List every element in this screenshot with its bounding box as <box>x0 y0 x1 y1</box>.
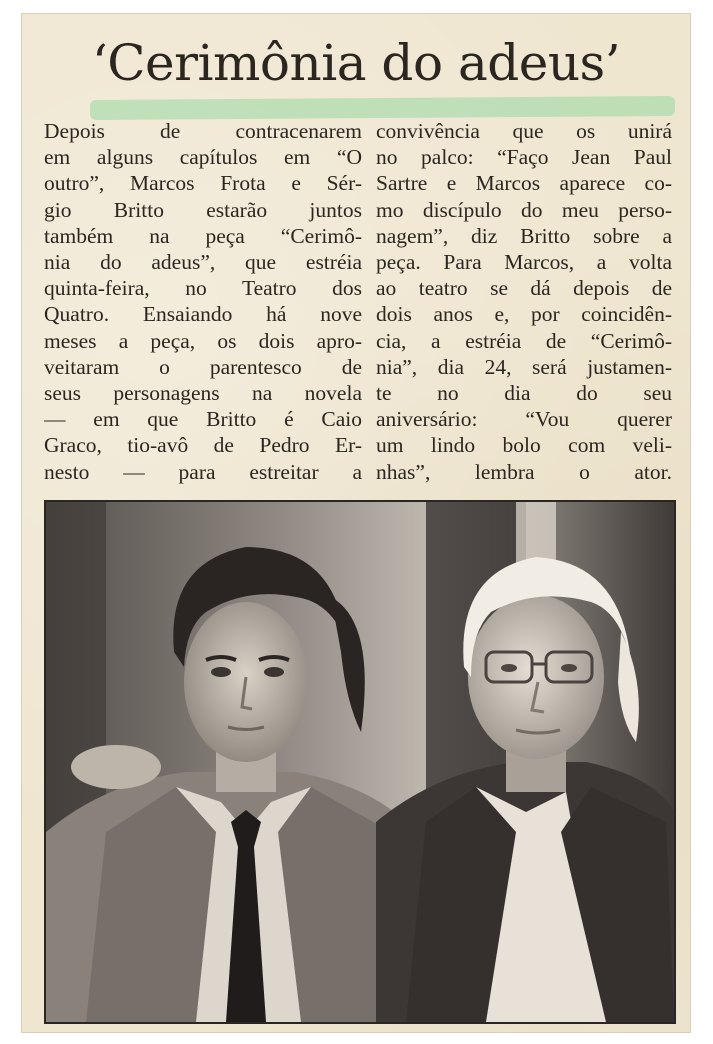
text-line: também na peça “Cerimô- <box>44 223 362 248</box>
article-right-column <box>376 118 672 485</box>
article-left-column <box>44 118 362 485</box>
text-line: outro”, Marcos Frota e Sér- <box>44 171 362 196</box>
text-line: — em que Britto é Caio <box>44 407 362 432</box>
text-line: Depois de contracenarem <box>44 119 362 143</box>
text-line: nia”, dia 24, será justamen- <box>376 354 672 379</box>
text-line: seus personagens na novela <box>44 381 362 406</box>
photo <box>44 500 676 1024</box>
text-line: quinta-feira, no Teatro dos <box>44 276 362 301</box>
text-line: nia do adeus”, que estréia <box>44 250 362 275</box>
text-line: gio Britto estarão juntos <box>44 197 362 222</box>
text-line: nhas”, lembra o ator. <box>376 459 672 484</box>
text-line: aniversário: “Vou querer <box>376 407 672 432</box>
highlighter-mark <box>90 96 675 120</box>
text-line: te no dia do seu <box>376 381 672 406</box>
text-line: peça. Para Marcos, a volta <box>376 250 672 275</box>
text-line: Quatro. Ensaiando há nove <box>44 302 362 327</box>
text-line: mo discípulo do meu perso- <box>376 197 672 222</box>
text-line: veitaram o parentesco de <box>44 354 362 379</box>
text-line: dois anos e, por coincidên- <box>376 302 672 327</box>
text-line: meses a peça, os dois apro- <box>44 328 362 353</box>
text-line: em alguns capítulos em “O <box>44 145 362 170</box>
photo-two-men-icon <box>46 502 674 1022</box>
newspaper-clipping <box>22 14 690 1032</box>
text-line: ao teatro se dá depois de <box>376 276 672 301</box>
text-line: Sartre e Marcos aparece co- <box>376 171 672 196</box>
text-line: convivência que os unirá <box>376 119 672 143</box>
text-line: Graco, tio-avô de Pedro Er- <box>44 433 362 458</box>
text-line: um lindo bolo com veli- <box>376 433 672 458</box>
text-line: nesto — para estreitar a <box>44 459 362 484</box>
text-line: nagem”, diz Britto sobre a <box>376 223 672 248</box>
text-line: no palco: “Faço Jean Paul <box>376 145 672 170</box>
headline: ‘Cerimônia do adeus’ <box>91 34 621 92</box>
text-line: cia, a estréia de “Cerimô- <box>376 328 672 353</box>
